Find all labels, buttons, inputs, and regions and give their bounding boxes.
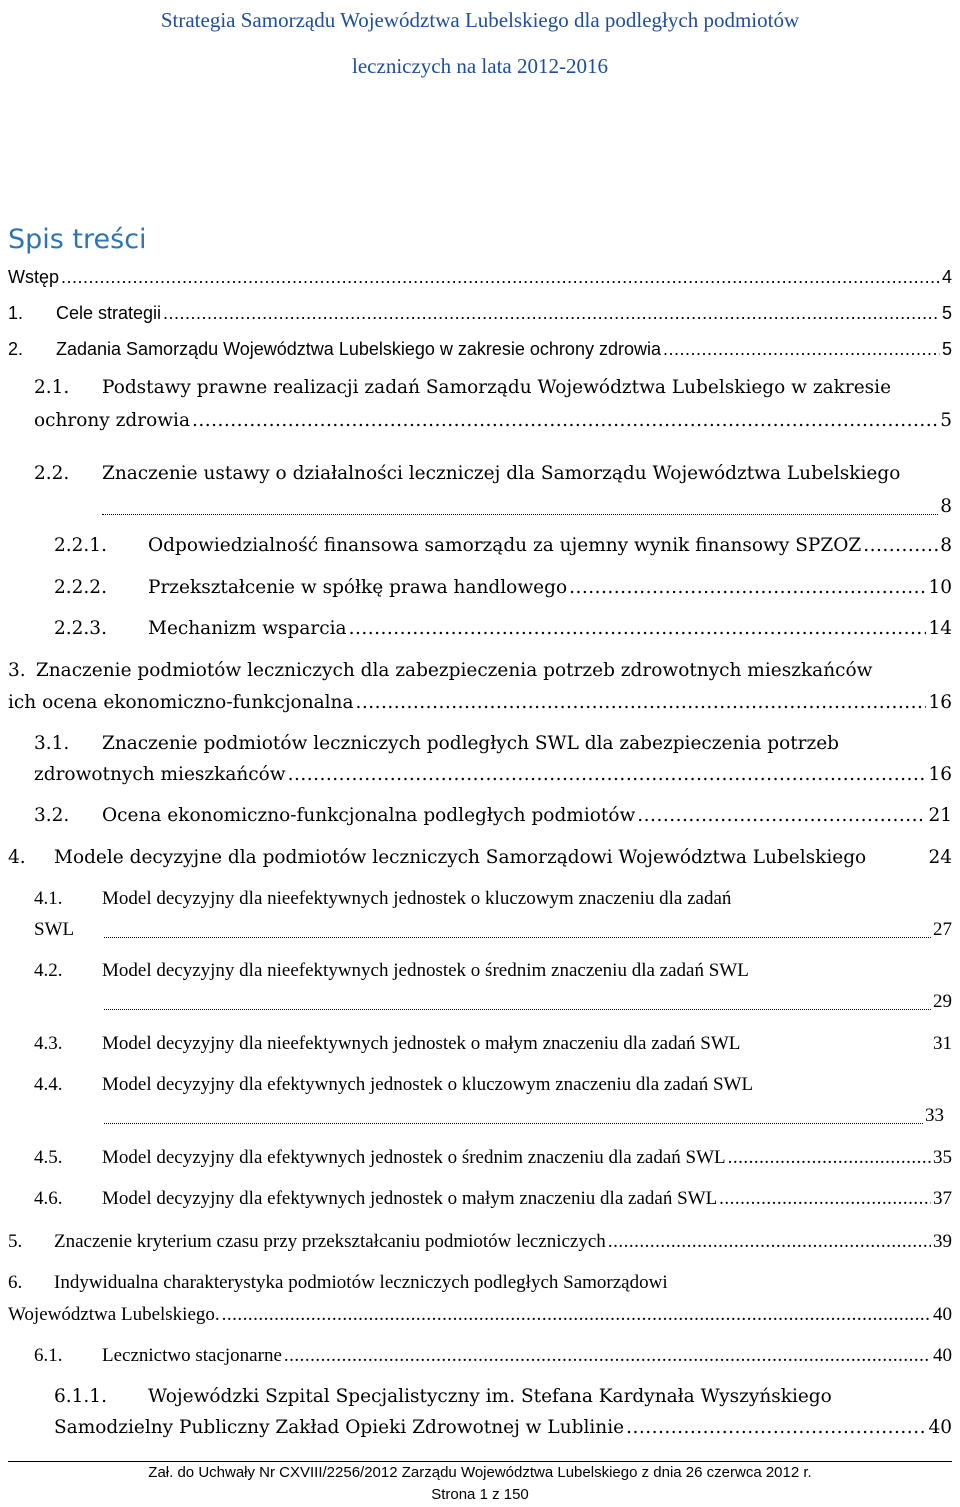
toc-leader-dots [349, 614, 927, 644]
toc-entry-title: Podstawy prawne realizacji zadań Samorządu Województwa Lubelskiego w zakresie [102, 377, 892, 398]
toc-entry-page: 21 [928, 805, 952, 826]
toc-entry-page: 14 [928, 618, 952, 639]
toc-entry-4-6[interactable] [34, 1184, 952, 1214]
toc-entry-number: 6.1. [34, 1345, 63, 1366]
toc-entry-number: 4.1. [34, 888, 63, 909]
toc-entry-number: 6.1.1. [54, 1386, 107, 1407]
toc-entry-2-1-line-2[interactable] [34, 406, 952, 436]
toc-leader-line [104, 1123, 923, 1124]
toc-leader-dots [626, 1413, 926, 1443]
toc-entry-title: Cele strategii [56, 303, 162, 323]
toc-entry-title: Przekształcenie w spółkę prawa handlowego [148, 577, 568, 598]
toc-entry-page: 40 [928, 1417, 952, 1438]
toc-leader-dots [356, 688, 927, 718]
header-title-line-1: Strategia Samorządu Województwa Lubelskiego dla podległych podmiotów [160, 8, 800, 32]
toc-entry-1[interactable] [8, 298, 952, 328]
toc-entry-2-1-line-1[interactable] [34, 373, 952, 403]
toc-entry-page: 31 [933, 1033, 952, 1054]
toc-leader-dots [863, 531, 938, 561]
toc-entry-page: 4 [941, 267, 952, 287]
toc-entry-number: 4.4. [34, 1074, 63, 1095]
footer-resolution-note: Zał. do Uchwały Nr CXVIII/2256/2012 Zarządu Województwa Lubelskiego z dnia 26 czerwca 2012 r. [148, 1464, 812, 1481]
toc-entry-number: 4.6. [34, 1188, 63, 1209]
toc-entry-title: Ocena ekonomiczno-funkcjonalna podległych podmiotów [102, 805, 636, 826]
toc-entry-6-line-2[interactable] [8, 1300, 952, 1330]
toc-entry-title-continued: Samodzielny Publiczny Zakład Opieki Zdrowotnej w Lublinie [54, 1417, 625, 1438]
toc-entry-page: 40 [933, 1304, 952, 1325]
toc-entry-number: 2.2. [34, 463, 70, 484]
toc-entry-number: 2.1. [34, 377, 70, 398]
toc-entry-title-continued: ochrony zdrowia [34, 410, 190, 431]
toc-entry-3-1-line-1[interactable] [34, 729, 952, 759]
toc-entry-title: Znaczenie podmiotów leczniczych dla zabezpieczenia potrzeb zdrowotnych mieszkańców [35, 660, 873, 681]
toc-entry-page: 8 [940, 535, 952, 556]
toc-entry-title: Model decyzyjny dla efektywnych jednostek o kluczowym znaczeniu dla zadań SWL [102, 1074, 754, 1095]
toc-entry-5[interactable] [8, 1227, 952, 1257]
toc-entry-number: 2.2.1. [54, 535, 107, 556]
toc-entry-number: 6. [8, 1272, 23, 1293]
toc-leader-dots [663, 334, 940, 364]
toc-entry-title: Znaczenie podmiotów leczniczych podległych SWL dla zabezpieczenia potrzeb [102, 733, 840, 754]
toc-entry-title: Wstęp [8, 267, 60, 287]
toc-entry-number: 3.2. [34, 805, 70, 826]
toc-entry-number: 2. [8, 339, 24, 359]
toc-entry-6-1[interactable] [34, 1341, 952, 1371]
toc-entry-4-4-line-2[interactable] [102, 1101, 952, 1131]
toc-leader-dots [284, 1341, 931, 1371]
toc-entry-number: 2.2.2. [54, 577, 107, 598]
toc-heading: Spis treści [8, 224, 147, 255]
toc-entry-4-3[interactable] [34, 1029, 952, 1059]
toc-entry-page: 39 [933, 1231, 952, 1252]
toc-entry-number: 1. [8, 303, 24, 323]
toc-entry-4-1-line-1[interactable] [34, 884, 952, 914]
toc-entry-2-2-line-2[interactable] [34, 492, 952, 522]
toc-entry-4-2-line-1[interactable] [34, 956, 952, 986]
toc-entry-title-continued: ich ocena ekonomiczno-funkcjonalna [8, 692, 354, 713]
toc-entry-2-2-line-1[interactable] [34, 459, 952, 489]
toc-entry-title: Model decyzyjny dla nieefektywnych jednostek o średnim znaczeniu dla zadań SWL [102, 960, 749, 981]
toc-entry-4-2-line-2[interactable] [102, 987, 952, 1017]
header-title-line-2: leczniczych na lata 2012-2016 [352, 54, 608, 78]
toc-entry-title-continued: zdrowotnych mieszkańców [34, 764, 286, 785]
toc-entry-4-5[interactable] [34, 1143, 952, 1173]
toc-entry-page: 27 [933, 919, 952, 940]
toc-entry-title-continued: SWL [34, 919, 75, 940]
toc-entry-2-2-1[interactable] [54, 531, 952, 561]
toc-entry-6-1-1-line-1[interactable] [54, 1382, 952, 1412]
toc-entry-page: 16 [928, 692, 952, 713]
toc-entry-title: Indywidualna charakterystyka podmiotów leczniczych podległych Samorządowi [54, 1272, 668, 1293]
toc-entry-title: Modele decyzyjne dla podmiotów leczniczych Samorządowi Województwa Lubelskiego [54, 847, 867, 868]
toc-entry-number: 4.3. [34, 1033, 63, 1054]
toc-leader-dots [728, 1143, 931, 1173]
toc-entry-title: Znaczenie kryterium czasu przy przekształcaniu podmiotów leczniczych [54, 1231, 606, 1252]
toc-entry-3-line-1[interactable] [8, 656, 952, 686]
toc-entry-page: 24 [928, 847, 952, 868]
toc-leader-dots [608, 1227, 931, 1257]
toc-leader-dots [569, 573, 926, 603]
toc-entry-number: 5. [8, 1231, 23, 1252]
toc-leader-line [104, 1009, 931, 1010]
toc-entry-number: 4.5. [34, 1147, 63, 1168]
toc-entry-page: 8 [940, 496, 952, 517]
toc-leader-dots [222, 1300, 931, 1330]
toc-entry-2[interactable] [8, 334, 952, 364]
toc-entry-4[interactable] [8, 843, 952, 873]
toc-entry-page: 10 [928, 577, 952, 598]
toc-entry-title: Znaczenie ustawy o działalności leczniczej dla Samorządu Województwa Lubelskiego [102, 463, 901, 484]
toc-entry-title: Lecznictwo stacjonarne [102, 1345, 282, 1366]
toc-leader-dots [61, 262, 940, 292]
toc-entry-page: 29 [933, 991, 952, 1012]
toc-leader-dots [719, 1184, 931, 1214]
toc-entry-page: 5 [941, 303, 952, 323]
toc-entry-2-2-2[interactable] [54, 573, 952, 603]
toc-entry-title: Model decyzyjny dla efektywnych jednostek o małym znaczeniu dla zadań SWL [102, 1188, 718, 1209]
toc-entry-page: 33 [925, 1105, 944, 1126]
toc-leader-dots [288, 760, 927, 790]
toc-entry-page: 37 [933, 1188, 952, 1209]
toc-entry-3-2[interactable] [34, 801, 952, 831]
toc-entry-2-2-3[interactable] [54, 614, 952, 644]
toc-entry-title: Odpowiedzialność finansowa samorządu za ujemny wynik finansowy SPZOZ [148, 535, 862, 556]
toc-entry-number: 3. [8, 660, 26, 681]
footer-page-counter: Strona 1 z 150 [431, 1486, 529, 1503]
toc-leader-line [104, 937, 931, 938]
toc-entry-title-continued: Województwa Lubelskiego. [8, 1304, 220, 1325]
toc-entry-number: 2.2.3. [54, 618, 107, 639]
toc-entry-3-1-line-2[interactable] [34, 760, 952, 790]
toc-entry-title: Wojewódzki Szpital Specjalistyczny im. Stefana Kardynała Wyszyńskiego [148, 1386, 832, 1407]
toc-entry-title: Zadania Samorządu Województwa Lubelskiego w zakresie ochrony zdrowia [56, 339, 661, 359]
toc-entry-3-line-2[interactable] [8, 688, 952, 718]
toc-leader-line [102, 514, 938, 515]
toc-entry-number: 3.1. [34, 733, 70, 754]
toc-entry-title: Model decyzyjny dla nieefektywnych jednostek o kluczowym znaczeniu dla zadań [102, 888, 732, 909]
toc-entry-title: Model decyzyjny dla nieefektywnych jednostek o małym znaczeniu dla zadań SWL [102, 1033, 741, 1054]
toc-entry-title: Mechanizm wsparcia [148, 618, 347, 639]
toc-entry-page: 16 [928, 764, 952, 785]
toc-entry-wstep[interactable] [8, 262, 952, 292]
toc-entry-page: 5 [940, 410, 952, 431]
toc-entry-4-1-line-2[interactable] [34, 915, 952, 945]
toc-entry-6-line-1[interactable] [8, 1268, 952, 1298]
toc-entry-6-1-1-line-2[interactable] [54, 1413, 952, 1443]
page-footer [0, 1462, 960, 1506]
toc-entry-page: 40 [933, 1345, 952, 1366]
toc-entry-page: 5 [941, 339, 952, 359]
toc-leader-dots [192, 406, 938, 436]
toc-entry-title: Model decyzyjny dla efektywnych jednostek o średnim znaczeniu dla zadań SWL [102, 1147, 726, 1168]
toc-entry-number: 4.2. [34, 960, 63, 981]
toc-leader-dots [637, 801, 926, 831]
toc-leader-dots [163, 298, 940, 328]
toc-entry-number: 4. [8, 847, 26, 868]
toc-entry-4-4-line-1[interactable] [34, 1070, 952, 1100]
toc-entry-page: 35 [933, 1147, 952, 1168]
